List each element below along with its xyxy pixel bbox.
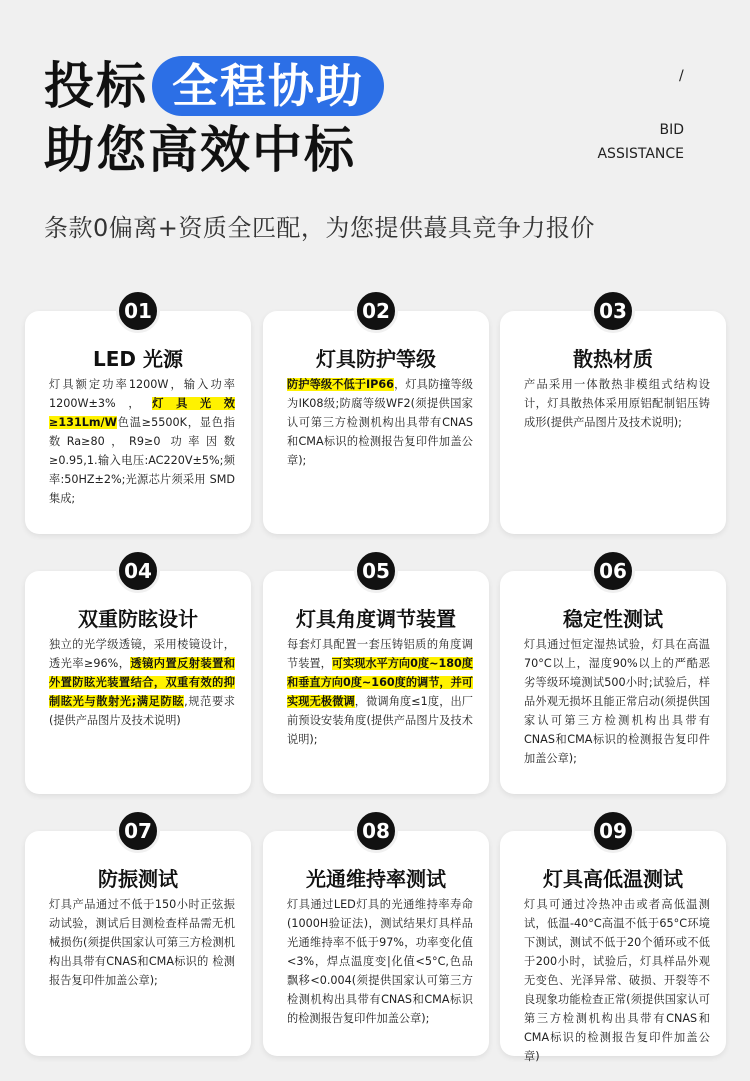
- card-body: [524, 895, 710, 1066]
- body-text: 灯具产品通过不低于150小时正弦振动试验，测试后目测检查样品需无机械损伤(须提供国家认可第三方检测机构出具带有CNAS和CMA标识的 检测报告复印件加盖公章);: [49, 898, 235, 987]
- card-number-badge: 09: [591, 809, 635, 853]
- card-number-badge: 06: [591, 549, 635, 593]
- card-title: 防振测试: [98, 867, 178, 891]
- assistance-text: ASSISTANCE: [597, 146, 684, 162]
- highlighted-text: 防护等级不低于IP66: [287, 378, 394, 391]
- card-title: 双重防眩设计: [78, 607, 198, 631]
- body-text: 灯具可通过冷热冲击或者高低温测试，低温-40°C高温不低于65°C环境下测试，测试不低于20个循环或不低于200小时，试验后，灯具样品外观无变色、光泽异常、破损、开裂等不良现象功能检查正常(须提供国家认可第三方检测机构出具带有CNAS和CMA标识的检测报告复印件加盖公章): [524, 898, 710, 1063]
- card-number-badge: 07: [116, 809, 160, 853]
- title-pill: 全程协助: [152, 56, 384, 116]
- card-title: 灯具高低温测试: [543, 867, 683, 891]
- card-body: [524, 375, 710, 432]
- body-text: 独立的光学级透镜，采用棱镜设计，透光率≥96%，: [49, 638, 235, 670]
- bid-assistance-label: [597, 118, 684, 166]
- card-number-badge: 03: [591, 289, 635, 333]
- card-title: LED 光源: [93, 347, 183, 371]
- body-text: ，微调角度≤1度，出厂前预设安装角度(提供产品图片及技术说明);: [287, 695, 473, 746]
- card-title: 灯具防护等级: [316, 347, 436, 371]
- card-title: 稳定性测试: [563, 607, 663, 631]
- feature-card: [263, 559, 489, 794]
- card-number-badge: 02: [354, 289, 398, 333]
- card-body: [287, 375, 473, 470]
- feature-card: [25, 299, 251, 534]
- card-number-badge: 04: [116, 549, 160, 593]
- body-text: 灯具额定功率1200W，输入功率1200W±3%，: [49, 378, 235, 410]
- card-body: [49, 895, 235, 990]
- feature-card: [25, 559, 251, 794]
- card-body: [49, 635, 235, 730]
- subtitle: 条款0偏离+资质全匹配，为您提供蕞具竞争力报价: [44, 214, 595, 242]
- feature-card: [500, 299, 726, 534]
- body-text: ,规范要求(提供产品图片及技术说明): [49, 695, 235, 727]
- feature-card: [500, 819, 726, 1063]
- decor-slash: /: [679, 68, 684, 84]
- card-number-badge: 01: [116, 289, 160, 333]
- body-text: 色温≥5500K，显色指数Ra≥80，R9≥0 功率因数≥0.95,1.输入电压:AC220V±5%;频率:50HZ±2%;光源芯片须采用 SMD集成;: [49, 416, 235, 505]
- body-text: 每套灯具配置一套压铸铝质的角度调节装置，: [287, 638, 473, 670]
- page-header: [0, 0, 750, 300]
- feature-card: [263, 819, 489, 1056]
- card-body: [49, 375, 235, 508]
- highlighted-text: 透镜内置反射装置和外置防眩光装置结合，双重有效的抑制眩光与散射光;满足防眩: [49, 657, 235, 708]
- card-title: 光通维持率测试: [306, 867, 446, 891]
- card-body: [287, 635, 473, 749]
- highlighted-text: 灯具光效≥131Lm/W: [49, 397, 235, 429]
- bid-text: BID: [659, 122, 684, 138]
- body-text: 灯具通过恒定湿热试验，灯具在高温70°C以上，湿度90%以上的严酷恶劣等级环境测试500小时;试验后，样品外观无损坏且能正常启动(须提供国家认可第三方检测机构出具带有CNAS和CMA标识的检测报告复印件加盖公章);: [524, 638, 710, 765]
- card-title: 灯具角度调节装置: [296, 607, 456, 631]
- feature-card: [500, 559, 726, 794]
- title-prefix: 投标: [44, 57, 148, 115]
- feature-card: [263, 299, 489, 534]
- body-text: 灯具通过LED灯具的光通维持率寿命(1000H验证法)，测试结果灯具样品光通维持率不低于97%，功率变化值<3%，焊点温度变|化值<5°C,色品飘移<0.004(须提供国家认可第三方检测机构出具带有CNAS和CMA标识的检测报告复印件加盖公章);: [287, 898, 473, 1025]
- card-number-badge: 08: [354, 809, 398, 853]
- body-text: ，灯具防撞等级为IK08级;防腐等级WF2(须提供国家认可第三方检测机构出具带有CNAS和CMA标识的检测报告复印件加盖公章);: [287, 378, 473, 467]
- card-body: [287, 895, 473, 1028]
- body-text: 产品采用一体散热非模组式结构设计，灯具散热体采用原铝配制铝压铸成形(提供产品图片及技术说明);: [524, 378, 710, 429]
- card-body: [524, 635, 710, 768]
- card-title: 散热材质: [573, 347, 653, 371]
- card-number-badge: 05: [354, 549, 398, 593]
- feature-card: [25, 819, 251, 1056]
- title-line-1: [44, 56, 384, 116]
- highlighted-text: 可实现水平方向0度~180度和垂直方向0度~160度的调节，并可实现无极微调: [287, 657, 473, 708]
- title-line-2: 助您高效中标: [44, 121, 356, 179]
